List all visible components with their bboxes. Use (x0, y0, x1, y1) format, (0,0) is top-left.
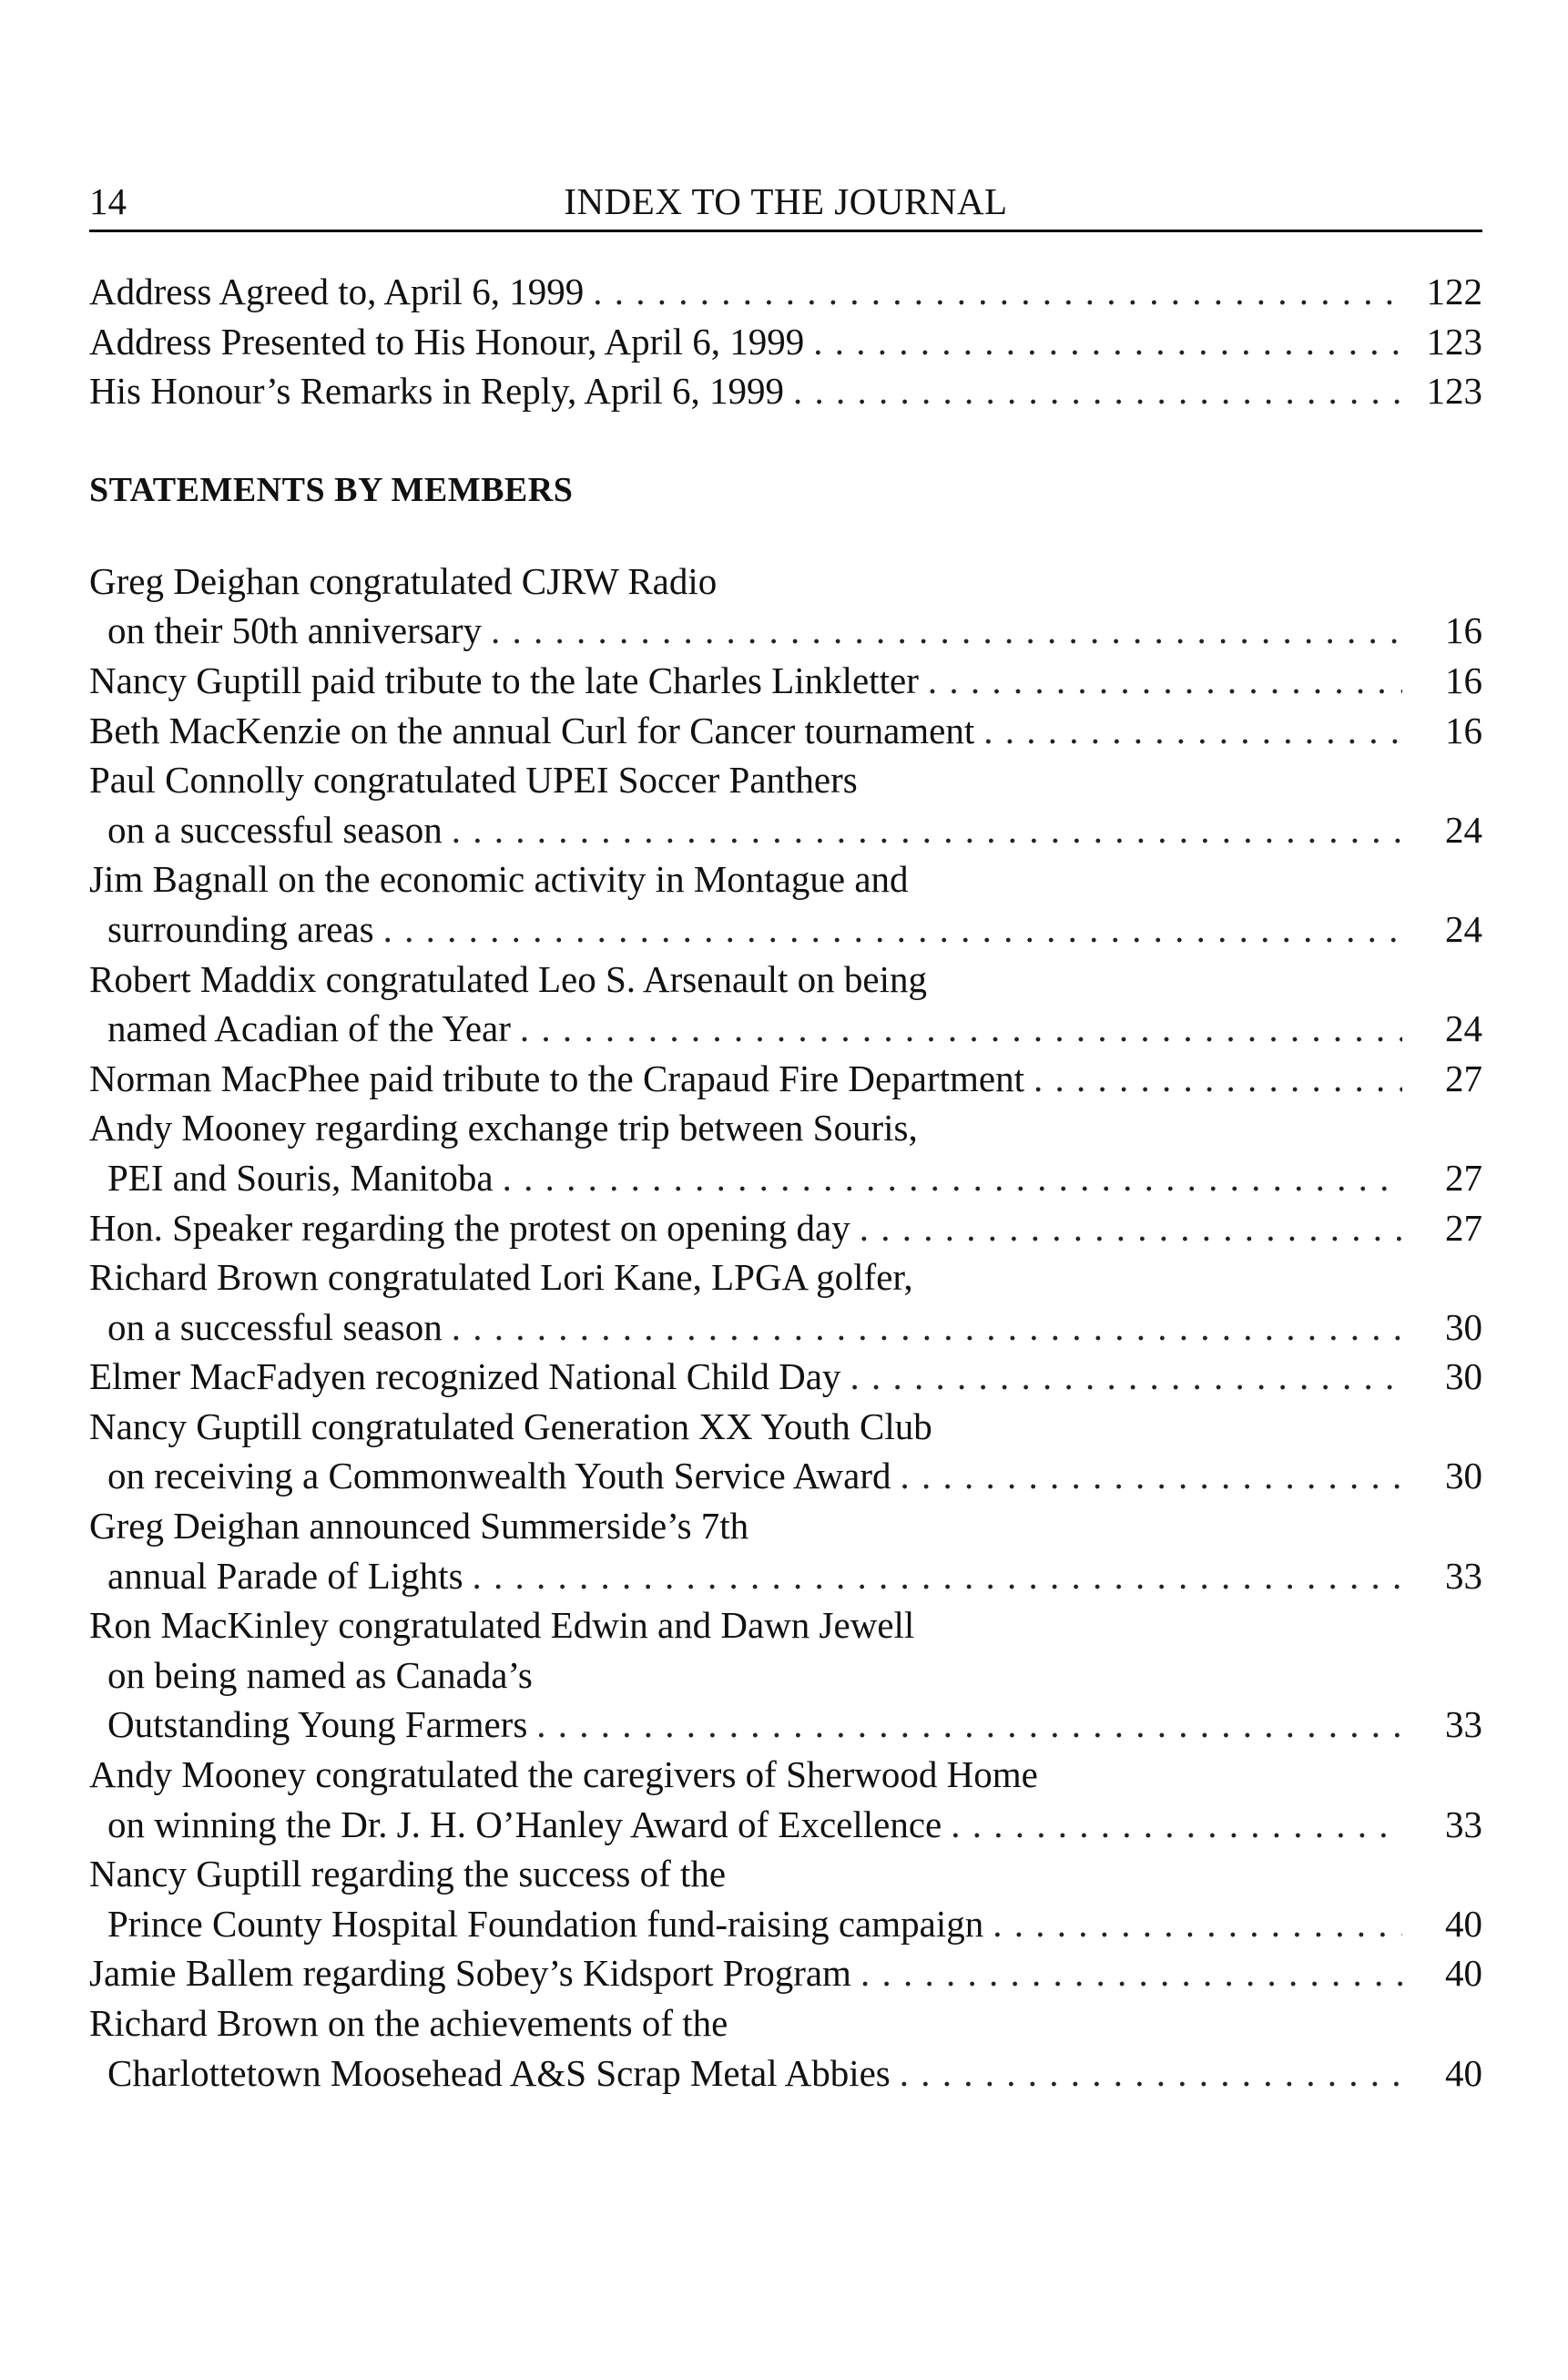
entry-line (89, 755, 1482, 805)
entry-text: on a successful season (107, 808, 443, 851)
index-entry (89, 1352, 1482, 1402)
entry-text: Jamie Ballem regarding Sobey’s Kidsport Program (89, 1952, 851, 1995)
section-heading: STATEMENTS BY MEMBERS (89, 470, 574, 509)
entry-page-number: 33 (1445, 1554, 1482, 1597)
index-entry (89, 706, 1482, 756)
entry-text: Richard Brown on the achievements of the (89, 2002, 728, 2044)
index-entry (89, 854, 1482, 954)
entry-line (89, 1203, 1482, 1253)
entry-continuation-line (89, 2048, 1482, 2099)
index-entry (89, 1849, 1482, 1948)
entry-line (89, 656, 1482, 706)
entry-page-number: 16 (1445, 609, 1482, 652)
entry-text: Prince County Hospital Foundation fund-raising campaign (107, 1902, 984, 1945)
dot-leader (536, 1700, 1402, 1750)
entry-line (89, 317, 1482, 367)
entry-text: on being named as Canada’s (107, 1653, 533, 1696)
entry-page-number: 30 (1445, 1355, 1482, 1398)
entry-line (89, 706, 1482, 756)
entry-continuation-line (89, 1451, 1482, 1501)
entry-line (89, 1998, 1482, 2048)
dot-leader (520, 1004, 1402, 1054)
entry-continuation-line (89, 1004, 1482, 1054)
entry-continuation-line (89, 1153, 1482, 1203)
entry-page-number: 123 (1426, 320, 1482, 363)
entry-page-number: 24 (1445, 907, 1482, 950)
entry-text: on their 50th anniversary (107, 609, 483, 652)
running-header (89, 173, 1482, 232)
entry-continuation-line (89, 1800, 1482, 1850)
entry-text: Address Agreed to, April 6, 1999 (89, 271, 585, 312)
entry-text: Richard Brown congratulated Lori Kane, LPGA golfer, (89, 1256, 913, 1299)
entry-text: Andy Mooney congratulated the caregivers of Sherwood Home (89, 1753, 1038, 1796)
entry-text: Robert Maddix congratulated Leo S. Arsenault on being (89, 957, 928, 1000)
entry-continuation-line (89, 606, 1482, 656)
entry-page-number: 33 (1445, 1703, 1482, 1746)
index-entry (89, 1750, 1482, 1849)
entry-text: Andy Mooney regarding exchange trip between Souris, (89, 1107, 918, 1149)
entry-line (89, 557, 1482, 607)
entry-text: Nancy Guptill paid tribute to the late Charles Linkletter (89, 659, 919, 701)
entry-text: PEI and Souris, Manitoba (107, 1156, 494, 1199)
entry-page-number: 30 (1445, 1305, 1482, 1348)
entry-page-number: 123 (1426, 370, 1482, 413)
entry-line (89, 1948, 1482, 1998)
index-entry (89, 1054, 1482, 1104)
entry-page-number: 40 (1445, 1952, 1482, 1995)
dot-leader (813, 317, 1402, 367)
dot-leader (1033, 1054, 1402, 1104)
entry-line (89, 1600, 1482, 1650)
entry-page-number: 16 (1445, 659, 1482, 701)
entry-page-number: 30 (1445, 1455, 1482, 1497)
entry-text: Beth MacKenzie on the annual Curl for Cancer tournament (89, 709, 975, 751)
dot-leader (593, 267, 1402, 317)
index-entry (89, 1402, 1482, 1501)
entry-text: Address Presented to His Honour, April 6, 1999 (89, 320, 805, 363)
entry-line (89, 854, 1482, 904)
entry-text: on receiving a Commonwealth Youth Service Award (107, 1455, 891, 1497)
page-number: 14 (89, 180, 127, 222)
dot-leader (983, 706, 1402, 756)
entry-text: on winning the Dr. J. H. O’Hanley Award of Excellence (107, 1803, 942, 1845)
entry-continuation-line (89, 904, 1482, 955)
page-title: INDEX TO THE JOURNAL (564, 180, 1008, 222)
entry-line (89, 366, 1482, 416)
entry-text: Jim Bagnall on the economic activity in Montague and (89, 858, 909, 901)
entry-text: on a successful season (107, 1305, 443, 1348)
entry-text: surrounding areas (107, 907, 374, 950)
entry-line (89, 267, 1482, 317)
entry-line (89, 1501, 1482, 1551)
entry-page-number: 27 (1445, 1057, 1482, 1099)
entry-page-number: 40 (1445, 1902, 1482, 1945)
index-entry (89, 1203, 1482, 1253)
index-page (89, 173, 1482, 2098)
index-entry (89, 1948, 1482, 1998)
index-entry (89, 267, 1482, 317)
dot-leader (473, 1551, 1402, 1601)
entry-continuation-line (89, 1551, 1482, 1601)
dot-leader (793, 366, 1402, 416)
entry-line (89, 1103, 1482, 1153)
index-entry (89, 955, 1482, 1054)
entry-page-number: 24 (1445, 1007, 1482, 1050)
statements-entries-list (89, 557, 1482, 2098)
entry-text: Hon. Speaker regarding the protest on opening day (89, 1206, 850, 1249)
index-entry (89, 366, 1482, 416)
entry-text: Greg Deighan congratulated CJRW Radio (89, 559, 718, 602)
dot-leader (383, 904, 1402, 955)
entry-continuation-line (89, 1899, 1482, 1949)
dot-leader (860, 1203, 1402, 1253)
index-entry (89, 656, 1482, 706)
entry-page-number: 40 (1445, 2051, 1482, 2094)
dot-leader (900, 2048, 1402, 2099)
dot-leader (901, 1451, 1403, 1501)
entry-text: Nancy Guptill regarding the success of the (89, 1853, 727, 1895)
entry-page-number: 27 (1445, 1206, 1482, 1249)
index-entry (89, 557, 1482, 656)
entry-page-number: 122 (1426, 271, 1482, 312)
entry-continuation-line (89, 1302, 1482, 1353)
entry-text: His Honour’s Remarks in Reply, April 6, 1999 (89, 370, 785, 413)
entry-line (89, 1402, 1482, 1452)
entry-text: annual Parade of Lights (107, 1554, 463, 1597)
entry-text: Ron MacKinley congratulated Edwin and Dawn Jewell (89, 1604, 915, 1647)
entry-text: Paul Connolly congratulated UPEI Soccer Panthers (89, 759, 858, 802)
dot-leader (452, 805, 1402, 855)
entry-text: Charlottetown Moosehead A&S Scrap Metal Abbies (107, 2051, 891, 2094)
entry-text: Nancy Guptill congratulated Generation XX Youth Club (89, 1405, 932, 1447)
dot-leader (860, 1948, 1402, 1998)
entry-continuation-line (89, 1650, 1482, 1701)
dot-leader (850, 1352, 1402, 1402)
entry-text: Outstanding Young Farmers (107, 1703, 528, 1746)
index-entry (89, 1501, 1482, 1600)
entry-line (89, 1352, 1482, 1402)
index-entry (89, 1998, 1482, 2098)
entry-text: Greg Deighan announced Summerside’s 7th (89, 1505, 749, 1548)
entry-text: Elmer MacFadyen recognized National Child Day (89, 1355, 841, 1398)
dot-leader (503, 1153, 1402, 1203)
entry-text: named Acadian of the Year (107, 1007, 511, 1050)
index-entry (89, 1103, 1482, 1202)
index-entry (89, 317, 1482, 367)
index-entry (89, 1252, 1482, 1352)
entry-page-number: 16 (1445, 709, 1482, 751)
dot-leader (951, 1800, 1402, 1850)
dot-leader (452, 1302, 1402, 1353)
entry-line (89, 1252, 1482, 1302)
entry-line (89, 1054, 1482, 1104)
entry-text: Norman MacPhee paid tribute to the Crapaud Fire Department (89, 1057, 1024, 1099)
entry-line (89, 955, 1482, 1005)
dot-leader (993, 1899, 1402, 1949)
entry-line (89, 1849, 1482, 1899)
entry-continuation-line (89, 805, 1482, 855)
entry-page-number: 24 (1445, 808, 1482, 851)
index-entry (89, 755, 1482, 854)
dot-leader (491, 606, 1402, 656)
address-entries-list (89, 267, 1482, 416)
entry-continuation-line (89, 1700, 1482, 1750)
dot-leader (928, 656, 1402, 706)
entry-line (89, 1750, 1482, 1800)
index-entry (89, 1600, 1482, 1750)
entry-page-number: 27 (1445, 1156, 1482, 1199)
entry-page-number: 33 (1445, 1803, 1482, 1845)
